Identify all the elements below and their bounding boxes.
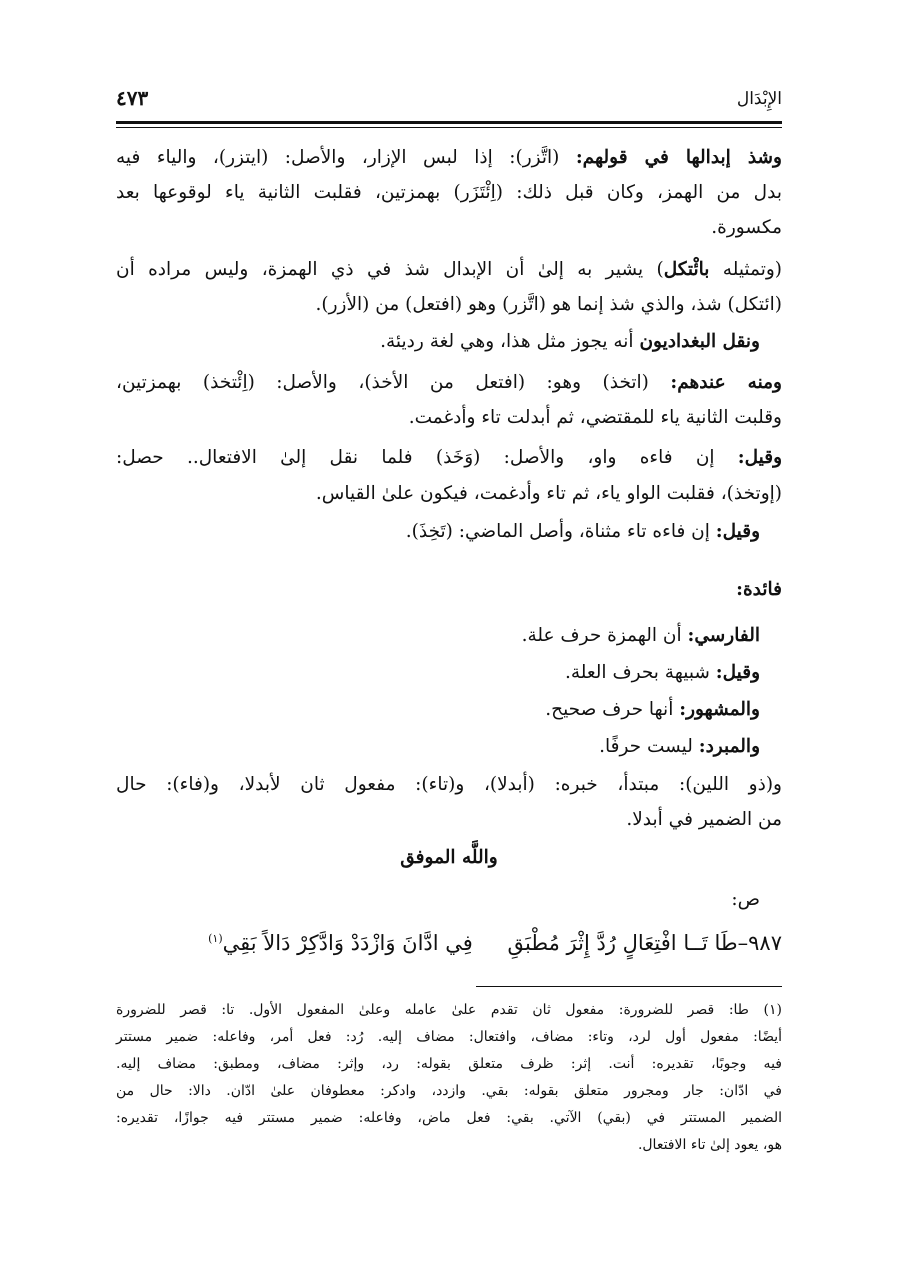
- sad-label: ص:: [731, 889, 760, 910]
- body-line-6: [380, 330, 760, 354]
- footnote-line-4: في ادّان: جار ومجرور متعلق بقوله: بقي. وازدد، وادكر: معطوفان علىٰ ادّان. دالا: حال من: [116, 1083, 782, 1099]
- poem-verse: [116, 924, 782, 958]
- point-line-1: [522, 624, 760, 648]
- header-rule-thick: [116, 121, 782, 124]
- footnote-line-1: (١) طا: قصر للضرورة: مفعول ثان تقدم علىٰ عامله وعلىٰ المفعول الأول. تا: قصر للضرورة: [116, 1002, 782, 1018]
- body-line-2: بدل من الهمز، وكان قبل ذلك: (اِئْتَزَر) بهمزتين، فقلبت الثانية ياء لوقوعها بعد: [116, 182, 782, 203]
- verse-hemistich-1: ٩٨٧–طَا تَــا افْتِعَالٍ رُدَّ إِثْرَ مُطْبَقِ: [507, 931, 782, 955]
- footnote-separator: [476, 986, 782, 987]
- point-line-2: [565, 661, 760, 685]
- point-line-4: [599, 735, 760, 759]
- page-number: ٤٧٣: [116, 86, 149, 110]
- body-line-3: مكسورة.: [711, 217, 782, 238]
- body-line-7: [116, 371, 782, 395]
- bold-lead: ومنه عندهم:: [670, 372, 782, 393]
- line-text: إن فاءه واو، والأصل: (وَخَذ) فلما نقل إلىٰ الافتعال.. حصل:: [116, 447, 738, 468]
- running-header-title: الإِبْدَال: [736, 89, 782, 109]
- line-text: (اتخذ) وهو: (افتعل من الأخذ)، والأصل: (اِئْتخذ) بهمزتين،: [116, 372, 671, 393]
- footnote-reference: (١): [208, 932, 223, 945]
- header-rule-thin: [116, 127, 782, 128]
- body-line-13: من الضمير في أبدلا.: [626, 809, 782, 830]
- bold-lead: وقيل:: [737, 447, 782, 468]
- faida-heading: فائدة:: [736, 579, 782, 600]
- body-line-9: [116, 446, 782, 470]
- line-text: أن الهمزة حرف علة.: [521, 625, 688, 646]
- bold-lead: ونقل البغداديون: [639, 331, 760, 352]
- bold-lead: بائْتكل: [663, 259, 710, 280]
- bold-lead: والمبرد:: [698, 736, 760, 757]
- line-text: ليست حرفًا.: [599, 736, 699, 757]
- line-text: أنه يجوز مثل هذا، وهي لغة رديئة.: [380, 331, 640, 352]
- footnote-line-5: الضمير المستتر في (بقي) الآتي. بقي: فعل ماض، وفاعله: ضمير مستتر فيه جوازًا، تقديره:: [116, 1110, 782, 1126]
- body-line-12: و(ذو اللين): مبتدأ، خبره: (أبدلا)، و(تاء): مفعول ثان لأبدلا، و(فاء): حال: [116, 774, 782, 795]
- bold-lead: وقيل:: [715, 521, 760, 542]
- line-text: (اتَّزر): إذا لبس الإزار، والأصل: (ايتزر)، والياء فيه: [116, 147, 576, 168]
- bold-lead: الفارسي:: [687, 625, 760, 646]
- point-line-3: [545, 698, 760, 722]
- verse-hemistich-2: فِي ادَّانَ وَازْدَدْ وَادَّكِرْ دَالاً بَقِي: [222, 931, 473, 955]
- line-text: (وتمثيله: [709, 259, 782, 280]
- line-text: أنها حرف صحيح.: [545, 699, 680, 720]
- bold-lead: والمشهور:: [679, 699, 760, 720]
- closing-phrase: واللَّه الموفق: [400, 847, 498, 868]
- body-line-4: [116, 258, 782, 282]
- line-text: إن فاءه تاء مثناة، وأصل الماضي: (تَخِذَ).: [405, 521, 716, 542]
- footnote-line-2: أيضًا: مفعول أول لرد، وتاء: مضاف، وافتعال: مضاف إليه. رُد: فعل أمر، وفاعله: ضمير مستتر: [116, 1029, 782, 1045]
- bold-lead: وقيل:: [715, 662, 760, 683]
- body-line-5: (ائتكل) شذ، والذي شذ إنما هو (اتَّزر) وهو (افتعل) من (الأزر).: [315, 294, 782, 315]
- body-line-11: [406, 520, 760, 544]
- line-text: شبيهة بحرف العلة.: [564, 662, 716, 683]
- body-line-10: (إوتخذ)، فقلبت الواو ياء، ثم تاء وأدغمت، فيكون علىٰ القياس.: [315, 483, 782, 504]
- line-text: ) يشير به إلىٰ أن الإبدال شذ في ذي الهمزة، وليس مراده أن: [116, 259, 664, 280]
- body-line-1: [116, 146, 782, 170]
- bold-lead: وشذ إبدالها في قولهم:: [575, 147, 782, 168]
- footnote-line-3: فيه وجوبًا، تقديره: أنت. إثر: ظرف متعلق بقوله: رد، وإثر: مضاف، ومطبق: مضاف إليه.: [116, 1056, 782, 1072]
- footnote-line-6: هو، يعود إلىٰ تاء الافتعال.: [637, 1137, 782, 1153]
- body-line-8: وقلبت الثانية ياء للمقتضي، ثم أبدلت تاء وأدغمت.: [408, 407, 782, 428]
